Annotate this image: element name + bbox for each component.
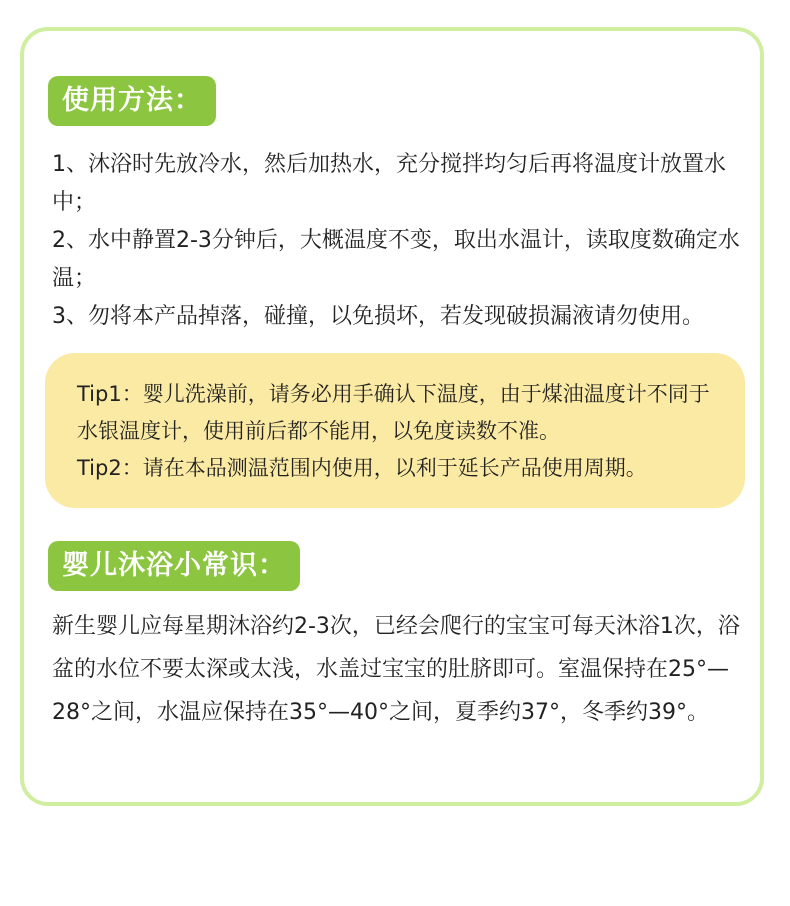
usage-steps [52, 146, 742, 336]
knowledge-text: 新生婴儿应每星期沐浴约2-3次，已经会爬行的宝宝可每天沐浴1次，浴盆的水位不要太深或太浅，水盖过宝宝的肚脐即可。室温保持在25°—28°之间，水温应保持在35°—40°之间，夏季约37°，冬季约39°。 [52, 614, 740, 725]
tips-box [45, 353, 745, 508]
tip-2: Tip2：请在本品测温范围内使用，以利于延长产品使用周期。 [77, 456, 647, 480]
usage-step-2: 2、水中静置2-3分钟后，大概温度不变，取出水温计，读取度数确定水温； [52, 228, 740, 291]
usage-heading: 使用方法： [48, 76, 216, 126]
knowledge-heading: 婴儿沐浴小常识： [48, 541, 300, 591]
usage-step-1: 1、沐浴时先放冷水，然后加热水，充分搅拌均匀后再将温度计放置水中； [52, 152, 726, 215]
tip-1: Tip1：婴儿洗澡前，请务必用手确认下温度，由于煤油温度计不同于水银温度计，使用前后都不能用，以免度读数不准。 [77, 382, 710, 443]
usage-step-3: 3、勿将本产品掉落，碰撞，以免损坏，若发现破损漏液请勿使用。 [52, 304, 704, 329]
